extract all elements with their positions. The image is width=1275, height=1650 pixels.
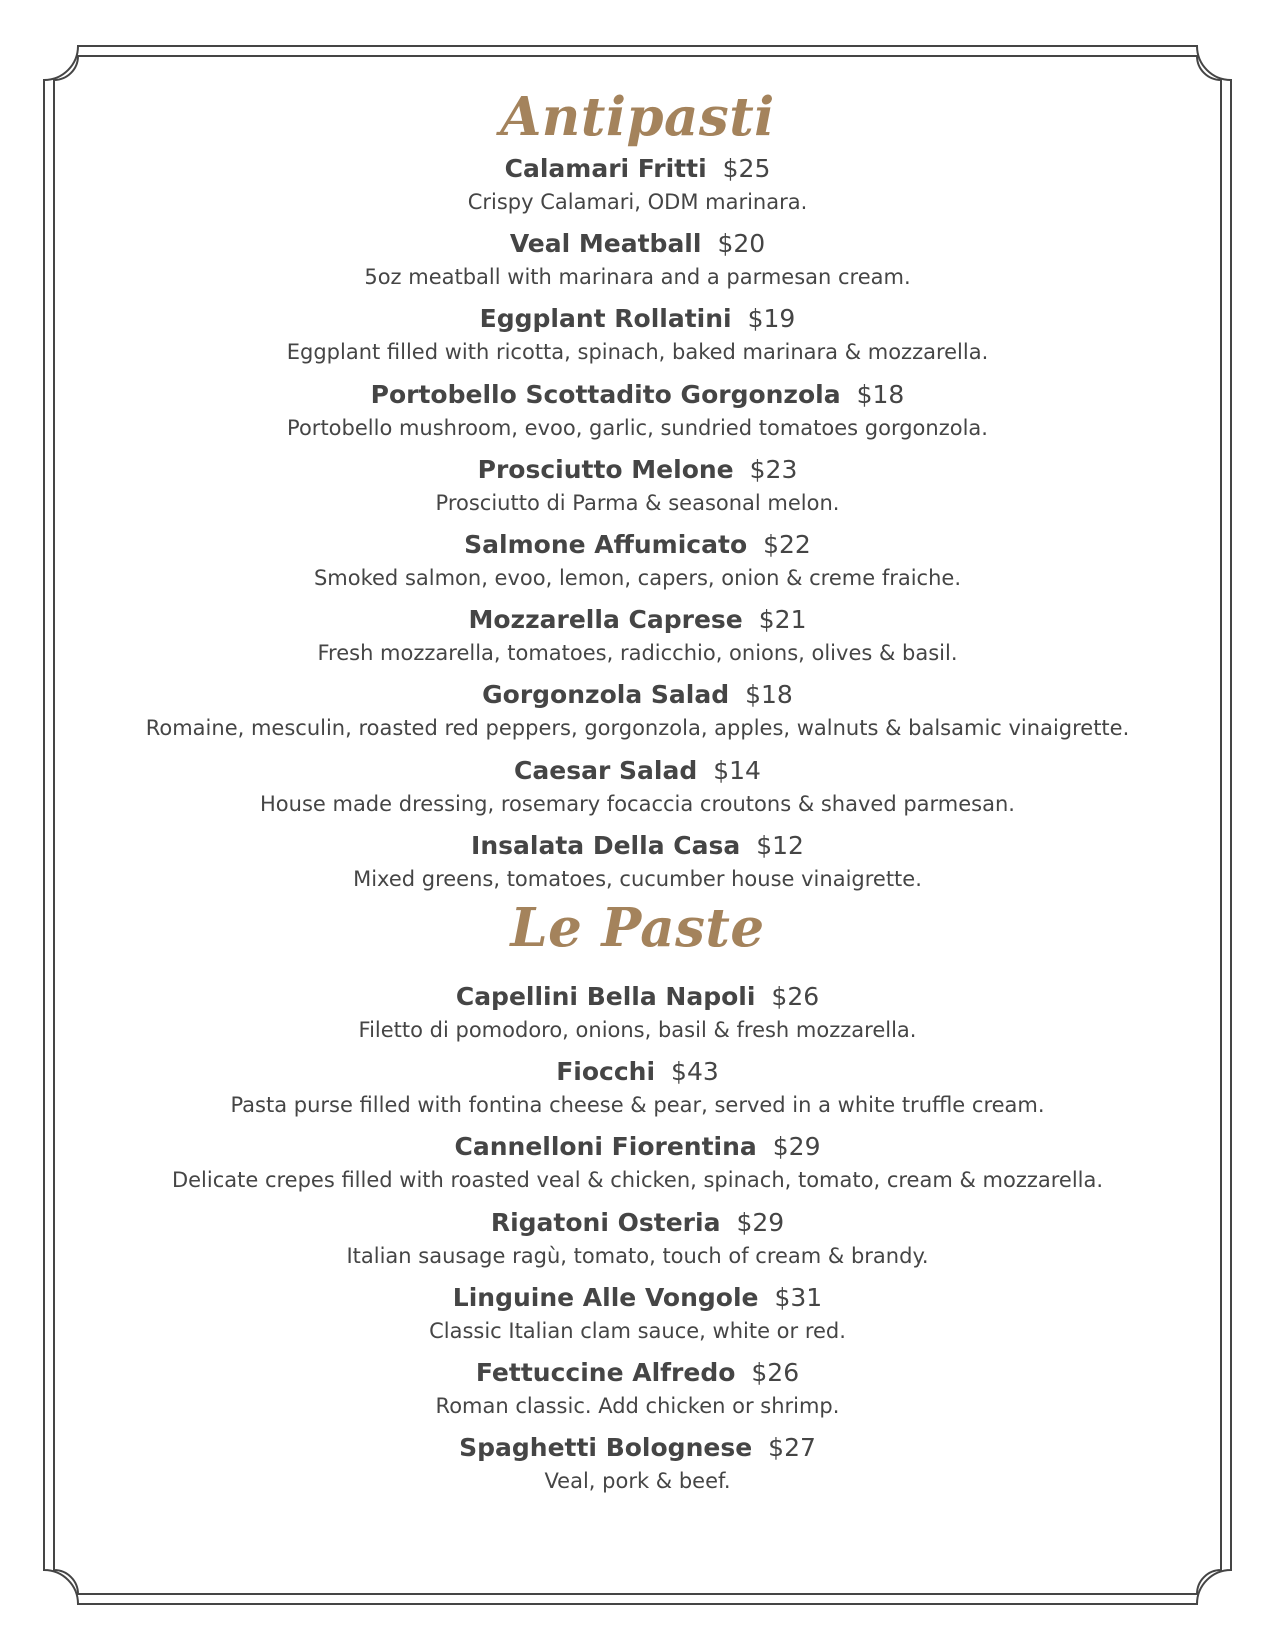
menu-item-description: Pasta purse filled with fontina cheese & pear, served in a white truffle cream. [230, 1093, 1045, 1118]
menu-item-description: Veal, pork & beef. [544, 1469, 731, 1494]
menu-item [80, 150, 1195, 225]
menu-item [80, 827, 1195, 902]
menu-item-name: Cannelloni Fiorentina [454, 1132, 757, 1162]
menu-item-heading [80, 225, 1195, 262]
section-title-antipasti: Antipasti [500, 86, 775, 148]
menu-item-heading [80, 827, 1195, 864]
menu-item-heading [80, 752, 1195, 789]
menu-item-name: Veal Meatball [509, 229, 702, 259]
menu-item-name: Caesar Salad [514, 755, 698, 785]
menu-item-heading [80, 1429, 1195, 1466]
menu-item-description: Fresh mozzarella, tomatoes, radicchio, onions, olives & basil. [317, 641, 958, 666]
menu-item-description: Crispy Calamari, ODM marinara. [467, 190, 808, 214]
menu-item-price: $18 [856, 379, 905, 409]
menu-item-name: Prosciutto Melone [477, 454, 734, 484]
menu-item-description: House made dressing, rosemary focaccia croutons & shaved parmesan. [260, 791, 1015, 816]
menu-item-heading [80, 1128, 1195, 1165]
le-paste-section [80, 898, 1195, 1504]
menu-item [80, 1204, 1195, 1279]
menu-item-description: Prosciutto di Parma & seasonal melon. [435, 490, 840, 515]
menu-item-price: $26 [751, 1357, 800, 1387]
menu-item-description: 5oz meatball with marinara and a parmesan cream. [364, 265, 911, 290]
menu-item-heading [80, 300, 1195, 337]
menu-item [80, 676, 1195, 751]
menu-item-heading [80, 676, 1195, 713]
menu-item-name: Fiocchi [556, 1057, 656, 1087]
section-title-le-paste: Le Paste [510, 897, 765, 959]
menu-item [80, 451, 1195, 526]
menu-item [80, 601, 1195, 676]
menu-item-price: $25 [722, 154, 771, 183]
menu-item-price: $27 [768, 1433, 816, 1463]
menu-item-description: Filetto di pomodoro, onions, basil & fresh mozzarella. [358, 1018, 917, 1042]
menu-item-heading [80, 1053, 1195, 1090]
menu-item-description: Romaine, mesculin, roasted red peppers, gorgonzola, apples, walnuts & balsamic vinaigrette. [145, 716, 1130, 741]
menu-item-description: Smoked salmon, evoo, lemon, capers, onion & creme fraiche. [313, 565, 962, 590]
antipasti-section [80, 84, 1195, 902]
menu-item-description: Eggplant filled with ricotta, spinach, baked marinara & mozzarella. [286, 340, 989, 365]
menu-item-heading [80, 451, 1195, 488]
menu-item-price: $31 [774, 1282, 823, 1312]
menu-item [80, 376, 1195, 451]
menu-item-price: $29 [736, 1207, 785, 1237]
menu-item-name: Mozzarella Caprese [468, 605, 743, 635]
menu-item-description: Classic Italian clam sauce, white or red. [429, 1318, 846, 1343]
menu-item-description: Mixed greens, tomatoes, cucumber house vinaigrette. [353, 866, 922, 891]
menu-item-description: Italian sausage ragù, tomato, touch of cream & brandy. [346, 1243, 929, 1268]
menu-item-heading [80, 376, 1195, 413]
menu-item [80, 1429, 1195, 1504]
menu-item-price: $43 [671, 1057, 719, 1087]
menu-item-price: $26 [771, 982, 820, 1011]
menu-item-name: Portobello Scottadito Gorgonzola [370, 379, 841, 409]
menu-item-name: Capellini Bella Napoli [455, 982, 756, 1011]
menu-item-name: Linguine Alle Vongole [452, 1282, 759, 1312]
menu-item-price: $29 [772, 1132, 821, 1162]
menu-item [80, 752, 1195, 827]
menu-item-name: Salmone Affumicato [464, 529, 748, 559]
menu-item-name: Fettuccine Alfredo [475, 1357, 736, 1387]
menu-item-heading [80, 1279, 1195, 1316]
menu-item [80, 1354, 1195, 1429]
menu-item-name: Gorgonzola Salad [482, 680, 730, 710]
menu-item-price: $21 [758, 605, 807, 635]
menu-item [80, 1128, 1195, 1203]
menu-item-price: $18 [745, 680, 793, 710]
menu-item [80, 225, 1195, 300]
menu-item-name: Spaghetti Bolognese [459, 1433, 753, 1463]
menu-item [80, 300, 1195, 375]
menu-item [80, 1279, 1195, 1354]
menu-item-description: Roman classic. Add chicken or shrimp. [435, 1393, 840, 1418]
menu-item-name: Insalata Della Casa [471, 830, 741, 860]
menu-item-price: $23 [749, 454, 798, 484]
menu-item-price: $22 [763, 529, 811, 559]
menu-item-name: Eggplant Rollatini [479, 304, 732, 334]
menu-item-heading [80, 978, 1195, 1015]
menu-item-name: Calamari Fritti [504, 154, 707, 183]
menu-item-price: $20 [717, 229, 766, 259]
le-paste-items [80, 978, 1195, 1504]
menu-item-name: Rigatoni Osteria [490, 1207, 721, 1237]
menu-item-heading [80, 526, 1195, 563]
menu-item-heading [80, 1354, 1195, 1391]
menu-item-description: Delicate crepes filled with roasted veal & chicken, spinach, tomato, cream & mozzarella. [171, 1168, 1104, 1193]
menu-item-description: Portobello mushroom, evoo, garlic, sundried tomatoes gorgonzola. [287, 415, 988, 440]
menu-item-price: $14 [713, 755, 761, 785]
menu-item [80, 526, 1195, 601]
menu-item [80, 978, 1195, 1053]
menu-item-heading [80, 601, 1195, 638]
menu-item-price: $12 [756, 830, 804, 860]
menu-item-heading [80, 1204, 1195, 1241]
menu-item-price: $19 [747, 304, 796, 334]
menu-item [80, 1053, 1195, 1128]
antipasti-items [80, 150, 1195, 902]
menu-item-heading [80, 150, 1195, 187]
